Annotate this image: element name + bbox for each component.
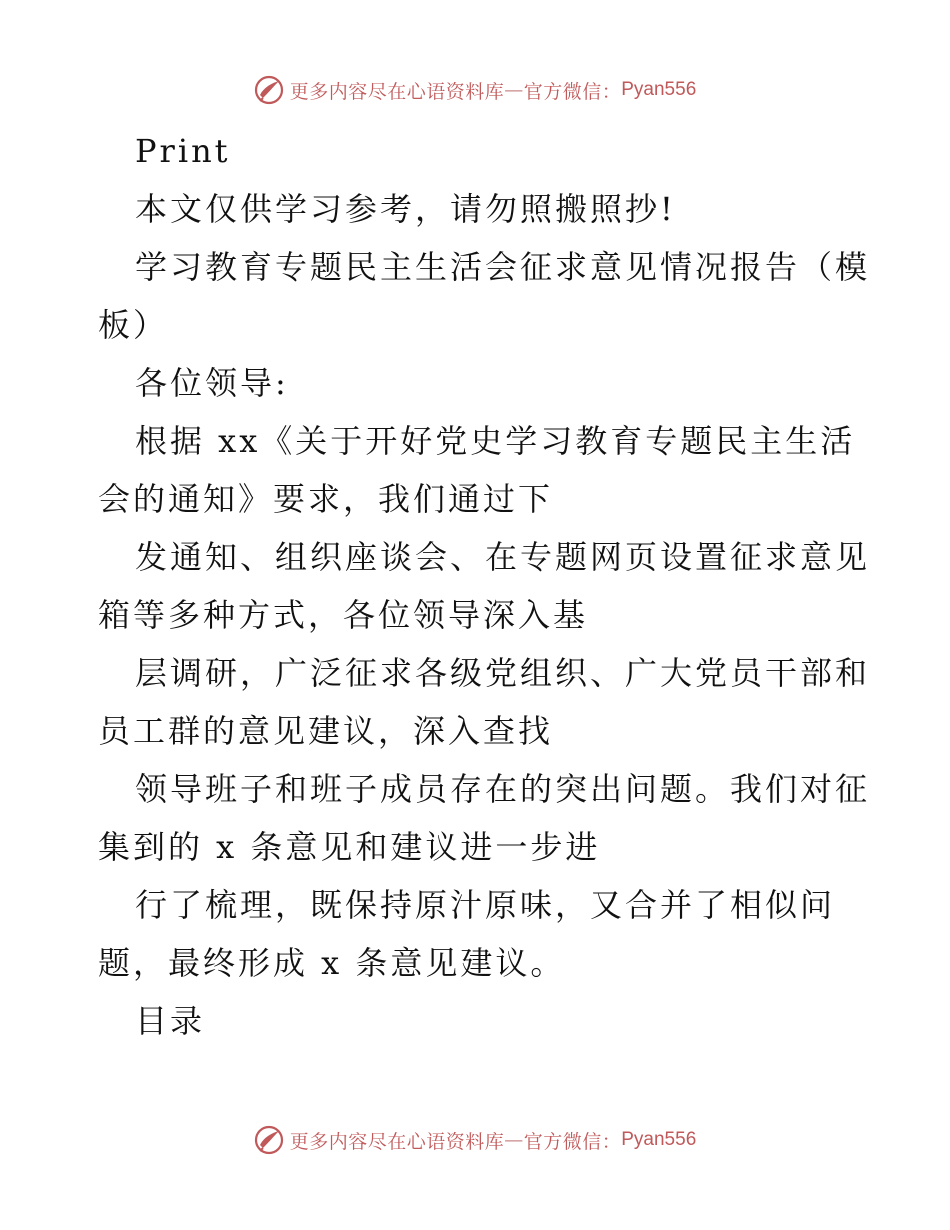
text-line: 行了梳理，既保持原汁原味，又合并了相似问 [135,886,836,924]
watermark-header [0,70,950,110]
watermark-id: Pyan556 [621,79,697,100]
text-line: 题，最终形成 x 条意见建议。 [98,944,566,982]
text-line: 集到的 x 条意见和建议进一步进 [98,828,601,866]
watermark-label: 官方微信： [523,1130,622,1153]
text-line: 本文仅供学习参考，请勿照搬照抄! [135,190,676,228]
document-body [98,122,871,1050]
watermark-dash: — [504,1129,524,1151]
text-line: 领导班子和班子成员存在的突出问题。我们对征 [135,770,871,808]
watermark-footer [0,1120,950,1160]
watermark-text: 更多内容尽在心语资料库 [289,80,505,103]
watermark-text: 更多内容尽在心语资料库 [289,1130,505,1153]
watermark-dash: — [504,79,524,101]
text-line: 板） [98,306,169,344]
watermark-label: 官方微信： [523,80,622,103]
text-line: 各位领导: [135,364,289,402]
text-line: 层调研，广泛征求各级党组织、广大党员干部和 [135,654,871,692]
text-line: 目录 [135,1002,206,1040]
text-line: 会的通知》要求，我们通过下 [98,480,554,518]
text-line: 根据 xx《关于开好党史学习教育专题民主生活 [135,422,856,460]
watermark-id: Pyan556 [621,1129,697,1150]
pen-logo-icon [254,1125,284,1155]
text-line: 学习教育专题民主生活会征求意见情况报告（模 [135,248,871,286]
pen-logo-icon [254,75,284,105]
text-line: 箱等多种方式，各位领导深入基 [98,596,589,634]
text-line: 员工群的意见建议，深入查找 [98,712,554,750]
text-line: 发通知、组织座谈会、在专题网页设置征求意见 [135,538,871,576]
text-line: Print [135,132,231,170]
